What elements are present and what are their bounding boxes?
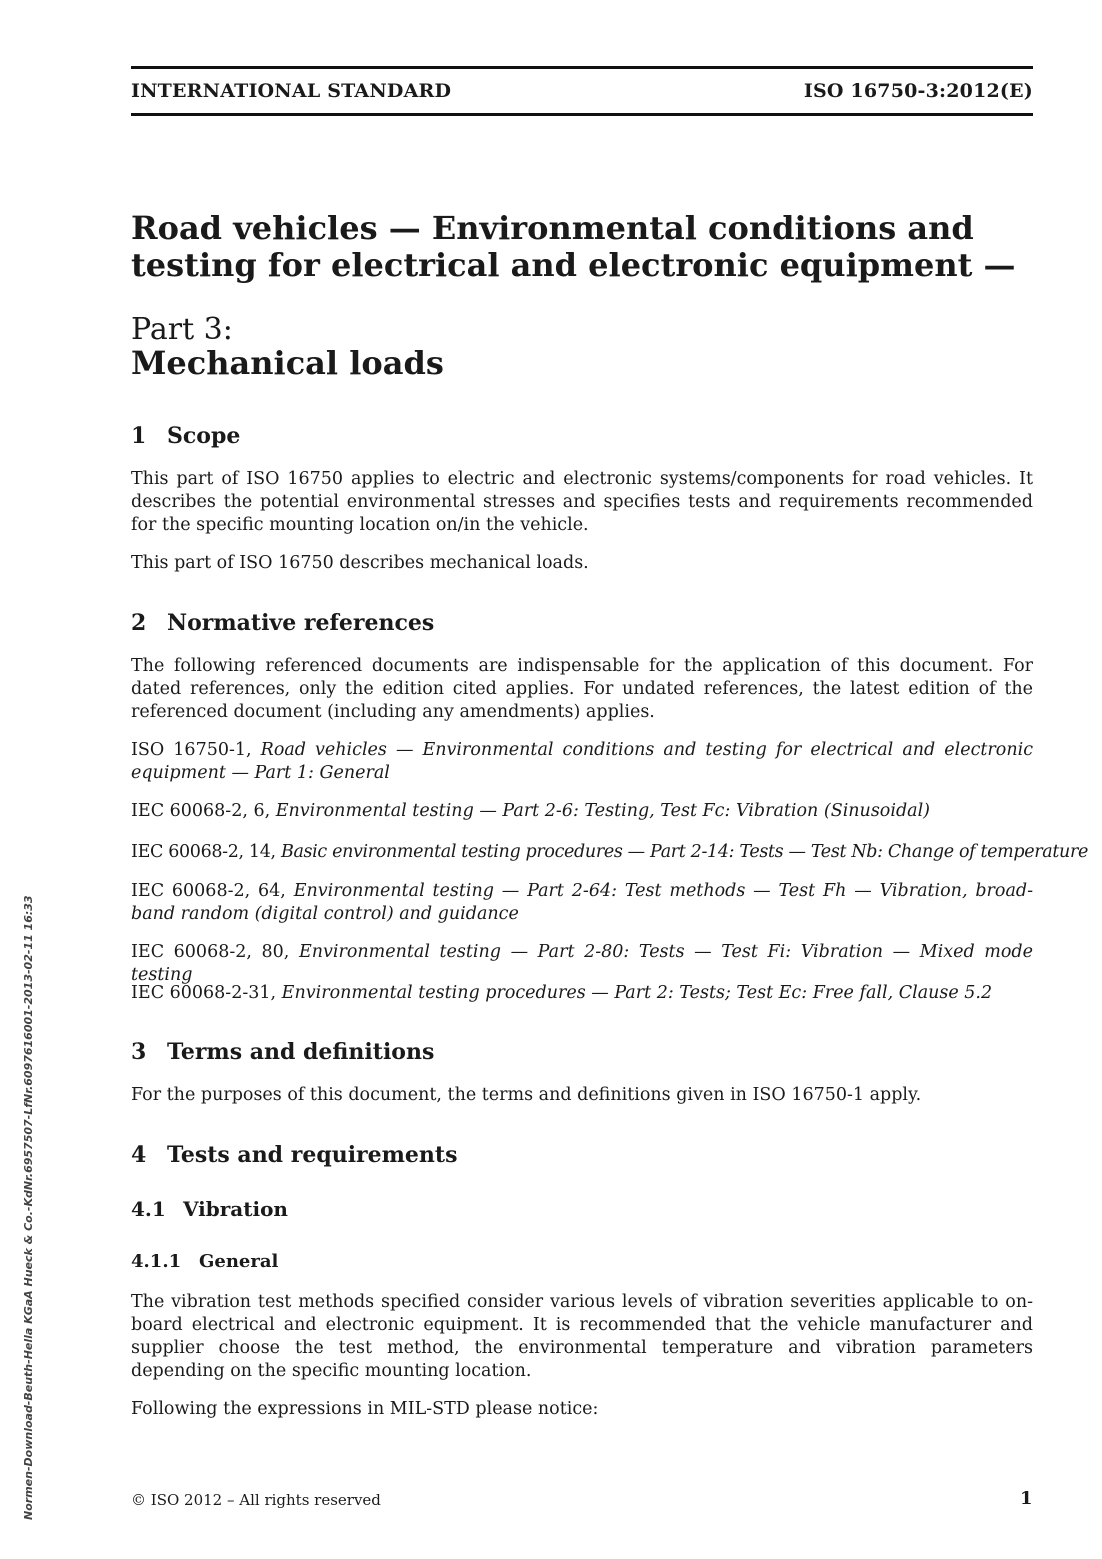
section-number: 4 xyxy=(131,1142,147,1168)
section-number: 2 xyxy=(131,610,147,636)
reference-item xyxy=(131,982,1033,1005)
reference-item xyxy=(131,739,1033,785)
reference-title: Environmental testing — Part 2-6: Testing, Test Fc: Vibration (Sinusoidal) xyxy=(275,801,931,821)
reference-title: Environmental testing procedures — Part 2: Tests; Test Ec: Free fall, Clause 5.2 xyxy=(281,983,993,1003)
header-bottom-rule xyxy=(131,113,1033,116)
section-title: Tests and requirements xyxy=(167,1142,458,1168)
reference-title: Road vehicles — Environmental conditions and testing for electrical and electronic equipment — Part 1: General xyxy=(131,740,1033,783)
page-number: 1 xyxy=(1020,1488,1033,1509)
subsection-number: 4.1 xyxy=(131,1197,166,1221)
section-title: Normative references xyxy=(167,610,435,636)
reference-title: Environmental testing — Part 2-80: Tests — Test Fi: Vibration — Mixed mode testing xyxy=(131,942,1033,985)
part-label: Part 3: xyxy=(131,312,233,347)
section-heading-tests xyxy=(131,1142,457,1168)
copyright-notice: © ISO 2012 – All rights reserved xyxy=(131,1491,381,1509)
normative-intro: The following referenced documents are indispensable for the application of this document. For dated references, only the edition cited applies. For undated references, the latest edition of the referenced document (including any amendments) applies. xyxy=(131,656,1033,722)
reference-code: IEC 60068-2, 80, xyxy=(131,942,299,962)
section-title: Terms and definitions xyxy=(167,1039,435,1065)
reference-item xyxy=(131,800,1033,823)
section-heading-terms xyxy=(131,1039,434,1065)
reference-code: IEC 60068-2, 64, xyxy=(131,881,294,901)
section-title: Scope xyxy=(167,423,241,449)
subsubsection-title: General xyxy=(199,1251,279,1272)
mil-std-paragraph: Following the expressions in MIL-STD please notice: xyxy=(131,1399,599,1419)
scope-paragraph-2: This part of ISO 16750 describes mechanical loads. xyxy=(131,553,589,573)
scope-paragraph-1: This part of ISO 16750 applies to electric and electronic systems/components for road vehicles. It describes the potential environmental stresses and specifies tests and requirements recommended for the specific mounting location on/in the vehicle. xyxy=(131,469,1033,535)
subsection-title: Vibration xyxy=(183,1197,288,1221)
reference-title: Basic environmental testing procedures — Part 2-14: Tests — Test Nb: Change of temperature xyxy=(280,842,1088,862)
reference-code: ISO 16750-1, xyxy=(131,740,261,760)
reference-code: IEC 60068-2, 14, xyxy=(131,842,281,862)
subsection-heading-vibration xyxy=(131,1197,288,1221)
terms-paragraph: For the purposes of this document, the terms and definitions given in ISO 16750-1 apply. xyxy=(131,1085,922,1105)
part-title: Mechanical loads xyxy=(131,344,444,382)
section-heading-scope xyxy=(131,423,240,449)
document-number: ISO 16750-3:2012(E) xyxy=(803,80,1033,102)
vibration-general-paragraph: The vibration test methods specified consider various levels of vibration severities applicable to on-board electrical and electronic equipment. It is recommended that the vehicle manufacturer and supplier choose the test method, the environmental temperature and vibration parameters depending on the specific mounting location. xyxy=(131,1292,1033,1381)
reference-item xyxy=(131,841,1088,864)
download-watermark: Normen-Download-Beuth-Hella KGaA Hueck & Co.-KdNr.6957507-LfNr.6097616001-2013-02-11 16:33 xyxy=(22,895,35,1520)
reference-title: Environmental testing — Part 2-64: Test methods — Test Fh — Vibration, broad-band random (digital control) and guidance xyxy=(131,881,1033,924)
reference-code: IEC 60068-2, 6, xyxy=(131,801,276,821)
document-title: Road vehicles — Environmental conditions and testing for electrical and electronic equipment — xyxy=(131,209,1016,284)
subsubsection-number: 4.1.1 xyxy=(131,1251,182,1272)
section-number: 1 xyxy=(131,423,147,449)
section-heading-normative-references xyxy=(131,610,434,636)
reference-code: IEC 60068-2-31, xyxy=(131,983,282,1003)
reference-item xyxy=(131,941,1033,987)
reference-item xyxy=(131,880,1033,926)
subsubsection-heading-general xyxy=(131,1251,278,1272)
document-type: INTERNATIONAL STANDARD xyxy=(131,80,452,102)
section-number: 3 xyxy=(131,1039,147,1065)
header-top-rule xyxy=(131,66,1033,69)
